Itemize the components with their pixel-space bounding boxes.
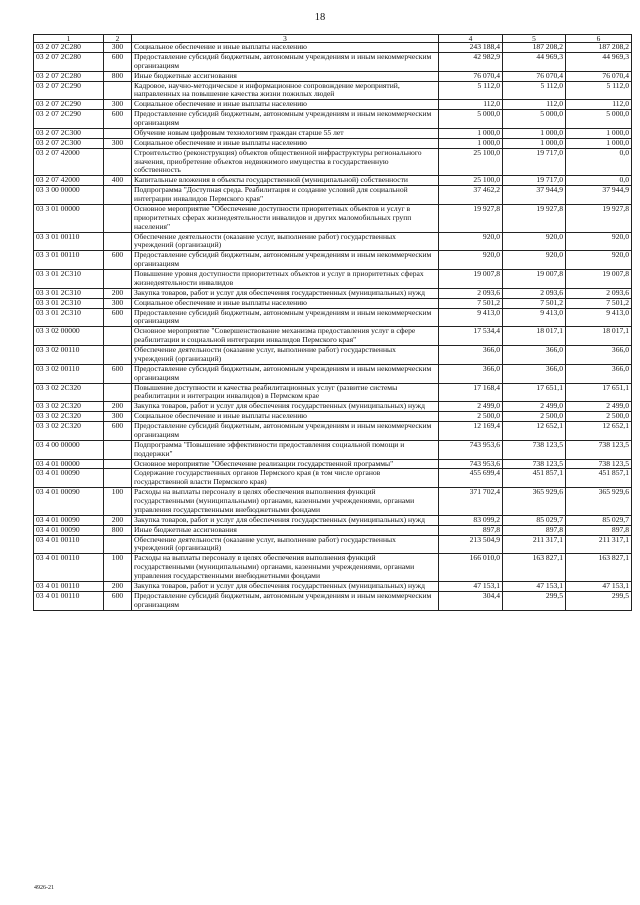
- col-header-2: 2: [104, 35, 132, 43]
- row-value-col4: 1 000,0: [439, 138, 503, 148]
- row-expense-type: [104, 148, 132, 176]
- row-value-col5: 163 827,1: [503, 554, 566, 582]
- row-value-col4: 455 699,4: [439, 469, 503, 488]
- row-value-col4: 243 188,4: [439, 43, 503, 53]
- row-expense-type: 800: [104, 71, 132, 81]
- row-value-col6: 18 017,1: [566, 327, 632, 346]
- row-code: 03 3 02 2С320: [34, 383, 104, 402]
- row-value-col5: 37 944,9: [503, 186, 566, 205]
- row-code: 03 2 07 42000: [34, 176, 104, 186]
- row-expense-type: 100: [104, 554, 132, 582]
- row-value-col5: 5 112,0: [503, 81, 566, 100]
- row-expense-type: 600: [104, 422, 132, 441]
- row-name: Основное мероприятие "Совершенствование механизма предоставления услуг в сфере реабилитации и социальной интеграции инвалидов Пермского края": [132, 327, 439, 346]
- row-name: Подпрограмма "Повышение эффективности предоставления социальной помощи и поддержки": [132, 440, 439, 459]
- row-name: Капитальные вложения в объекты государственной (муниципальной) собственности: [132, 176, 439, 186]
- row-value-col4: 42 982,9: [439, 52, 503, 71]
- row-value-col4: 112,0: [439, 100, 503, 110]
- row-code: 03 4 01 00090: [34, 515, 104, 525]
- table-row: [34, 270, 632, 289]
- row-value-col5: 19 927,8: [503, 204, 566, 232]
- row-code: 03 4 01 00090: [34, 525, 104, 535]
- row-value-col4: 920,0: [439, 251, 503, 270]
- row-name: Повышение доступности и качества реабилитационных услуг (развитие системы реабилитации и интеграции инвалидов) в Пермском крае: [132, 383, 439, 402]
- table-row: [34, 591, 632, 610]
- row-code: 03 3 01 00110: [34, 251, 104, 270]
- row-name: Обеспечение деятельности (оказание услуг, выполнение работ) государственных учреждений (организаций): [132, 535, 439, 554]
- row-code: 03 4 01 00090: [34, 469, 104, 488]
- row-expense-type: 300: [104, 138, 132, 148]
- row-expense-type: [104, 440, 132, 459]
- row-name: Содержание государственных органов Пермского края (в том числе органов государственной власти Пермского края): [132, 469, 439, 488]
- budget-table: [33, 34, 632, 611]
- row-name: Предоставление субсидий бюджетным, автономным учреждениям и иным некоммерческим организациям: [132, 364, 439, 383]
- row-code: 03 2 07 42000: [34, 148, 104, 176]
- table-row: [34, 204, 632, 232]
- row-value-col4: 83 099,2: [439, 515, 503, 525]
- row-expense-type: 600: [104, 251, 132, 270]
- table-row: [34, 81, 632, 100]
- row-expense-type: 300: [104, 43, 132, 53]
- row-code: 03 3 02 2С320: [34, 402, 104, 412]
- row-value-col5: 299,5: [503, 591, 566, 610]
- row-expense-type: [104, 270, 132, 289]
- table-row: [34, 412, 632, 422]
- table-row: [34, 298, 632, 308]
- row-name: Предоставление субсидий бюджетным, автономным учреждениям и иным некоммерческим организациям: [132, 52, 439, 71]
- row-name: Предоставление субсидий бюджетным, автономным учреждениям и иным некоммерческим организациям: [132, 110, 439, 129]
- table-row: [34, 288, 632, 298]
- row-expense-type: 200: [104, 581, 132, 591]
- page-number: 18: [314, 12, 326, 23]
- row-value-col6: 897,8: [566, 525, 632, 535]
- row-code: 03 3 02 2С320: [34, 422, 104, 441]
- table-row: [34, 138, 632, 148]
- table-row: [34, 110, 632, 129]
- row-name: Расходы на выплаты персоналу в целях обеспечения выполнения функций государственными (муниципальными) органами, казенными учреждениями, органами управления государственными внебюджетными фондами: [132, 554, 439, 582]
- table-row: [34, 383, 632, 402]
- row-code: 03 4 01 00090: [34, 488, 104, 516]
- row-value-col6: 738 123,5: [566, 440, 632, 459]
- row-code: 03 4 00 00000: [34, 440, 104, 459]
- row-value-col6: 2 499,0: [566, 402, 632, 412]
- row-code: 03 3 01 2С310: [34, 288, 104, 298]
- table-row: [34, 71, 632, 81]
- row-value-col4: 897,8: [439, 525, 503, 535]
- row-value-col6: 44 969,3: [566, 52, 632, 71]
- row-value-col6: 9 413,0: [566, 308, 632, 327]
- row-code: 03 2 07 2С290: [34, 81, 104, 100]
- row-value-col6: 37 944,9: [566, 186, 632, 205]
- row-expense-type: 600: [104, 52, 132, 71]
- row-value-col4: 2 093,6: [439, 288, 503, 298]
- row-code: 03 3 02 2С320: [34, 412, 104, 422]
- row-value-col5: 365 929,6: [503, 488, 566, 516]
- table-row: [34, 251, 632, 270]
- row-value-col6: 0,0: [566, 176, 632, 186]
- row-code: 03 3 01 2С310: [34, 270, 104, 289]
- row-value-col4: 25 100,0: [439, 148, 503, 176]
- row-value-col5: 7 501,2: [503, 298, 566, 308]
- row-value-col6: 738 123,5: [566, 459, 632, 469]
- row-value-col6: 451 857,1: [566, 469, 632, 488]
- row-name: Предоставление субсидий бюджетным, автономным учреждениям и иным некоммерческим организациям: [132, 422, 439, 441]
- row-expense-type: [104, 81, 132, 100]
- row-value-col5: 920,0: [503, 232, 566, 251]
- row-value-col6: 2 500,0: [566, 412, 632, 422]
- table-row: [34, 176, 632, 186]
- row-value-col6: 366,0: [566, 364, 632, 383]
- row-value-col5: 1 000,0: [503, 138, 566, 148]
- row-code: 03 2 07 2С290: [34, 110, 104, 129]
- row-code: 03 4 01 00110: [34, 581, 104, 591]
- row-expense-type: [104, 327, 132, 346]
- document-id: 4926-21: [34, 885, 54, 891]
- row-code: 03 2 07 2С300: [34, 138, 104, 148]
- row-value-col6: 920,0: [566, 232, 632, 251]
- row-value-col5: 2 499,0: [503, 402, 566, 412]
- row-value-col4: 5 000,0: [439, 110, 503, 129]
- row-code: 03 4 01 00110: [34, 535, 104, 554]
- row-code: 03 2 07 2С280: [34, 43, 104, 53]
- row-code: 03 3 02 00000: [34, 327, 104, 346]
- table-row: [34, 327, 632, 346]
- row-value-col4: 743 953,6: [439, 440, 503, 459]
- row-value-col6: 187 208,2: [566, 43, 632, 53]
- row-name: Социальное обеспечение и иные выплаты населению: [132, 412, 439, 422]
- row-value-col5: 5 000,0: [503, 110, 566, 129]
- table-row: [34, 440, 632, 459]
- table-row: [34, 52, 632, 71]
- row-value-col4: 37 462,2: [439, 186, 503, 205]
- row-value-col6: 365 929,6: [566, 488, 632, 516]
- table-row: [34, 422, 632, 441]
- table-row: [34, 581, 632, 591]
- row-value-col6: 7 501,2: [566, 298, 632, 308]
- row-expense-type: 800: [104, 525, 132, 535]
- row-name: Основное мероприятие "Обеспечение реализации государственной программы": [132, 459, 439, 469]
- row-value-col4: 7 501,2: [439, 298, 503, 308]
- row-value-col5: 897,8: [503, 525, 566, 535]
- row-value-col4: 19 007,8: [439, 270, 503, 289]
- row-value-col5: 17 651,1: [503, 383, 566, 402]
- row-value-col5: 366,0: [503, 346, 566, 365]
- row-value-col6: 112,0: [566, 100, 632, 110]
- row-expense-type: 300: [104, 298, 132, 308]
- row-value-col5: 920,0: [503, 251, 566, 270]
- row-value-col4: 5 112,0: [439, 81, 503, 100]
- row-value-col6: 76 070,4: [566, 71, 632, 81]
- row-value-col5: 9 413,0: [503, 308, 566, 327]
- row-code: 03 2 07 2С290: [34, 100, 104, 110]
- row-value-col6: 920,0: [566, 251, 632, 270]
- row-code: 03 2 07 2С280: [34, 52, 104, 71]
- row-expense-type: [104, 232, 132, 251]
- row-value-col4: 9 413,0: [439, 308, 503, 327]
- col-header-1: 1: [34, 35, 104, 43]
- row-name: Закупка товаров, работ и услуг для обеспечения государственных (муниципальных) нужд: [132, 581, 439, 591]
- row-name: Иные бюджетные ассигнования: [132, 71, 439, 81]
- row-value-col6: 19 927,8: [566, 204, 632, 232]
- table-row: [34, 186, 632, 205]
- row-code: 03 3 02 00110: [34, 364, 104, 383]
- row-value-col5: 44 969,3: [503, 52, 566, 71]
- row-expense-type: 200: [104, 515, 132, 525]
- row-code: 03 3 01 00110: [34, 232, 104, 251]
- row-expense-type: 200: [104, 288, 132, 298]
- table-row: [34, 488, 632, 516]
- row-expense-type: [104, 383, 132, 402]
- row-value-col5: 19 717,0: [503, 148, 566, 176]
- row-value-col4: 920,0: [439, 232, 503, 251]
- row-value-col5: 366,0: [503, 364, 566, 383]
- row-value-col6: 163 827,1: [566, 554, 632, 582]
- row-name: Социальное обеспечение и иные выплаты населению: [132, 43, 439, 53]
- row-value-col5: 76 070,4: [503, 71, 566, 81]
- row-name: Расходы на выплаты персоналу в целях обеспечения выполнения функций государственными (муниципальными) органами, казенными учреждениями, органами управления государственными внебюджетными фондами: [132, 488, 439, 516]
- row-code: 03 4 01 00000: [34, 459, 104, 469]
- row-expense-type: 600: [104, 591, 132, 610]
- row-value-col6: 85 029,7: [566, 515, 632, 525]
- table-row: [34, 525, 632, 535]
- row-expense-type: [104, 204, 132, 232]
- row-expense-type: [104, 128, 132, 138]
- row-value-col4: 47 153,1: [439, 581, 503, 591]
- table-row: [34, 459, 632, 469]
- table-row: [34, 469, 632, 488]
- row-expense-type: 200: [104, 402, 132, 412]
- table-row: [34, 128, 632, 138]
- row-value-col6: 5 112,0: [566, 81, 632, 100]
- row-value-col5: 85 029,7: [503, 515, 566, 525]
- row-value-col6: 47 153,1: [566, 581, 632, 591]
- row-code: 03 3 01 2С310: [34, 308, 104, 327]
- row-expense-type: [104, 186, 132, 205]
- row-value-col6: 1 000,0: [566, 138, 632, 148]
- row-name: Обеспечение деятельности (оказание услуг, выполнение работ) государственных учреждений (организаций): [132, 232, 439, 251]
- row-value-col6: 19 007,8: [566, 270, 632, 289]
- row-name: Кадровое, научно-методическое и информационное сопровождение мероприятий, направленных на повышение качества жизни пожилых людей: [132, 81, 439, 100]
- row-name: Предоставление субсидий бюджетным, автономным учреждениям и иным некоммерческим организациям: [132, 251, 439, 270]
- table-row: [34, 535, 632, 554]
- row-value-col4: 76 070,4: [439, 71, 503, 81]
- row-name: Предоставление субсидий бюджетным, автономным учреждениям и иным некоммерческим организациям: [132, 308, 439, 327]
- row-expense-type: [104, 346, 132, 365]
- row-expense-type: [104, 459, 132, 469]
- row-value-col4: 304,4: [439, 591, 503, 610]
- row-value-col5: 12 652,1: [503, 422, 566, 441]
- row-value-col5: 2 093,6: [503, 288, 566, 298]
- row-code: 03 4 01 00110: [34, 591, 104, 610]
- table-row: [34, 100, 632, 110]
- row-name: Социальное обеспечение и иные выплаты населению: [132, 100, 439, 110]
- row-value-col4: 17 168,4: [439, 383, 503, 402]
- table-row: [34, 364, 632, 383]
- row-value-col5: 19 717,0: [503, 176, 566, 186]
- row-name: Иные бюджетные ассигнования: [132, 525, 439, 535]
- row-value-col6: 12 652,1: [566, 422, 632, 441]
- table-row: [34, 308, 632, 327]
- row-name: Подпрограмма "Доступная среда. Реабилитация и создание условий для социальной интеграции инвалидов Пермского края": [132, 186, 439, 205]
- row-name: Предоставление субсидий бюджетным, автономным учреждениям и иным некоммерческим организациям: [132, 591, 439, 610]
- row-value-col6: 299,5: [566, 591, 632, 610]
- row-value-col5: 2 500,0: [503, 412, 566, 422]
- row-expense-type: 600: [104, 308, 132, 327]
- row-name: Закупка товаров, работ и услуг для обеспечения государственных (муниципальных) нужд: [132, 288, 439, 298]
- row-name: Обучение новым цифровым технологиям граждан старше 55 лет: [132, 128, 439, 138]
- row-value-col5: 47 153,1: [503, 581, 566, 591]
- row-value-col4: 12 169,4: [439, 422, 503, 441]
- row-name: Социальное обеспечение и иные выплаты населению: [132, 298, 439, 308]
- row-code: 03 3 02 00110: [34, 346, 104, 365]
- row-name: Повышение уровня доступности приоритетных объектов и услуг в приоритетных сферах жизнедеятельности инвалидов: [132, 270, 439, 289]
- row-value-col5: 187 208,2: [503, 43, 566, 53]
- row-expense-type: 600: [104, 364, 132, 383]
- row-code: 03 4 01 00110: [34, 554, 104, 582]
- row-code: 03 3 00 00000: [34, 186, 104, 205]
- table-row: [34, 515, 632, 525]
- row-expense-type: 100: [104, 488, 132, 516]
- row-value-col4: 366,0: [439, 346, 503, 365]
- row-expense-type: [104, 535, 132, 554]
- row-value-col6: 0,0: [566, 148, 632, 176]
- row-value-col5: 19 007,8: [503, 270, 566, 289]
- row-expense-type: 600: [104, 110, 132, 129]
- row-value-col6: 5 000,0: [566, 110, 632, 129]
- row-value-col5: 18 017,1: [503, 327, 566, 346]
- row-value-col4: 1 000,0: [439, 128, 503, 138]
- row-code: 03 2 07 2С280: [34, 71, 104, 81]
- row-value-col6: 17 651,1: [566, 383, 632, 402]
- row-value-col4: 213 504,9: [439, 535, 503, 554]
- row-name: Закупка товаров, работ и услуг для обеспечения государственных (муниципальных) нужд: [132, 515, 439, 525]
- row-value-col5: 211 317,1: [503, 535, 566, 554]
- row-value-col6: 1 000,0: [566, 128, 632, 138]
- table-row: [34, 402, 632, 412]
- table-row: [34, 554, 632, 582]
- row-value-col4: 19 927,8: [439, 204, 503, 232]
- col-header-4: 4: [439, 35, 503, 43]
- col-header-3: 3: [132, 35, 439, 43]
- table-header-row: [34, 35, 632, 43]
- table-row: [34, 43, 632, 53]
- table-row: [34, 346, 632, 365]
- row-expense-type: [104, 469, 132, 488]
- row-name: Обеспечение деятельности (оказание услуг, выполнение работ) государственных учреждений (организаций): [132, 346, 439, 365]
- row-value-col4: 17 534,4: [439, 327, 503, 346]
- row-name: Строительство (реконструкция) объектов общественной инфраструктуры регионального значения, приобретение объектов недвижимого имущества в государственную собственность: [132, 148, 439, 176]
- row-name: Социальное обеспечение и иные выплаты населению: [132, 138, 439, 148]
- row-value-col4: 366,0: [439, 364, 503, 383]
- row-name: Закупка товаров, работ и услуг для обеспечения государственных (муниципальных) нужд: [132, 402, 439, 412]
- row-value-col6: 366,0: [566, 346, 632, 365]
- row-value-col6: 211 317,1: [566, 535, 632, 554]
- row-name: Основное мероприятие "Обеспечение доступности приоритетных объектов и услуг в приоритетных сферах жизнедеятельности инвалидов и других маломобильных групп населения": [132, 204, 439, 232]
- row-value-col4: 371 702,4: [439, 488, 503, 516]
- row-value-col5: 1 000,0: [503, 128, 566, 138]
- row-code: 03 3 01 00000: [34, 204, 104, 232]
- row-value-col5: 451 857,1: [503, 469, 566, 488]
- row-expense-type: 400: [104, 176, 132, 186]
- row-value-col5: 738 123,5: [503, 459, 566, 469]
- col-header-5: 5: [503, 35, 566, 43]
- row-code: 03 2 07 2С300: [34, 128, 104, 138]
- row-value-col4: 743 953,6: [439, 459, 503, 469]
- row-value-col4: 2 499,0: [439, 402, 503, 412]
- row-value-col4: 166 010,0: [439, 554, 503, 582]
- row-value-col5: 738 123,5: [503, 440, 566, 459]
- col-header-6: 6: [566, 35, 632, 43]
- table-row: [34, 232, 632, 251]
- row-expense-type: 300: [104, 100, 132, 110]
- row-expense-type: 300: [104, 412, 132, 422]
- row-value-col4: 25 100,0: [439, 176, 503, 186]
- row-code: 03 3 01 2С310: [34, 298, 104, 308]
- table-row: [34, 148, 632, 176]
- row-value-col4: 2 500,0: [439, 412, 503, 422]
- row-value-col6: 2 093,6: [566, 288, 632, 298]
- row-value-col5: 112,0: [503, 100, 566, 110]
